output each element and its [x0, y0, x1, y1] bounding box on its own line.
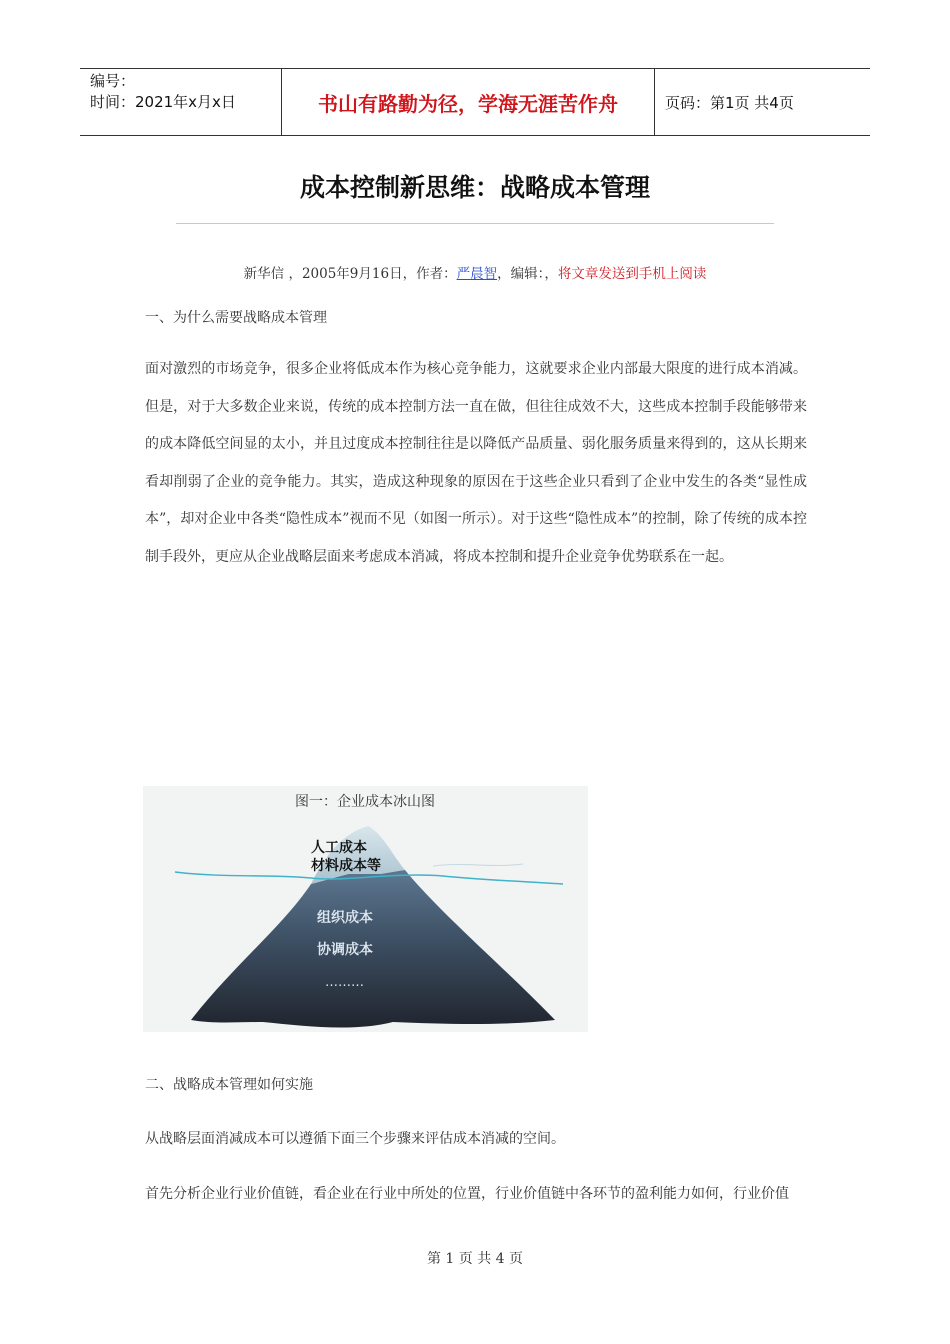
meta-editor: ，编辑：， [497, 266, 558, 282]
send-to-phone-link[interactable]: 将文章发送到手机上阅读 [557, 266, 707, 282]
article-meta [0, 262, 950, 282]
header-motto: 书山有路勤为径，学海无涯苦作舟 [282, 69, 655, 135]
header-page-info: 页码：第1页 共4页 [665, 93, 794, 112]
wave-line [433, 864, 523, 866]
visible-cost-2: 材料成本等 [311, 858, 381, 874]
number-label: 编号： [90, 72, 136, 90]
paragraph-1: 面对激烈的市场竞争，很多企业将低成本作为核心竞争能力，这就要求企业内部最大限度的进行成本消减。但是，对于大多数企业来说，传统的成本控制方法一直在做，但往往成效不大，这些成本控制手段能够带来的成本降低空间显的太小，并且过度成本控制往往是以降低产品质量、弱化服务质量来得到的，这从长期来看却削弱了企业的竞争能力。其实，造成这种现象的原因在于这些企业只看到了企业中发生的各类“显性成本”，却对企业中各类“隐性成本”视而不见（如图一所示）。对于这些“隐性成本”的控制，除了传统的成本控制手段外，更应从企业战略层面来考虑成本消减，将成本控制和提升企业竞争优势联系在一起。 [145, 361, 807, 565]
visible-cost-1: 人工成本 [311, 840, 367, 856]
paragraph-2: 从战略层面消减成本可以遵循下面三个步骤来评估成本消减的空间。 [145, 1131, 565, 1147]
section2-heading: 二、战略成本管理如何实施 [145, 1077, 313, 1093]
hidden-cost-ellipsis: ……… [325, 975, 364, 990]
paragraph-3: 首先分析企业行业价值链，看企业在行业中所处的位置，行业价值链中各环节的盈利能力如何，行业价值 [145, 1186, 789, 1202]
author-link[interactable]: 严晨智 [456, 266, 498, 282]
time-label: 时间：2021年x月x日 [90, 93, 236, 111]
hidden-cost-1: 组织成本 [317, 910, 373, 926]
hidden-cost-2: 协调成本 [317, 942, 373, 958]
header-info-cell [80, 69, 282, 135]
section1-heading: 一、为什么需要战略成本管理 [145, 310, 327, 326]
page-header [80, 68, 870, 136]
meta-source: 新华信 ，2005年9月16日，作者： [243, 266, 457, 282]
iceberg-illustration [143, 786, 588, 1032]
iceberg-figure [143, 786, 588, 1032]
article-title: 成本控制新思维：战略成本管理 [299, 173, 650, 202]
title-divider [176, 223, 774, 224]
page-footer: 第 1 页 共 4 页 [426, 1251, 524, 1267]
figure-title: 图一：企业成本冰山图 [295, 794, 435, 810]
iceberg-underwater-shape [191, 870, 555, 1027]
